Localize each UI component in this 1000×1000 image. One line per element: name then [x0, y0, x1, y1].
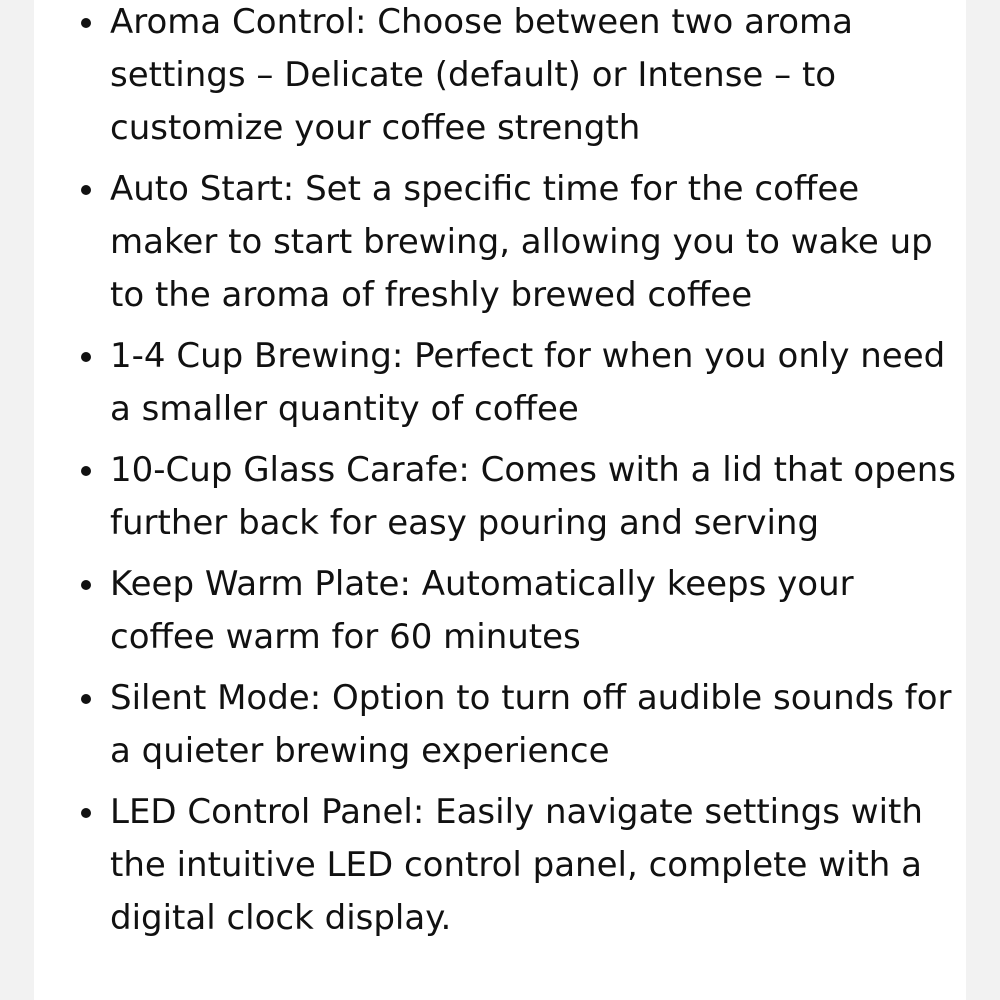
bullet-icon — [81, 694, 91, 704]
feature-text: LED Control Panel: Easily navigate settings with the intuitive LED control panel, complete with a digital clock display. — [110, 792, 923, 938]
feature-item-glass-carafe — [34, 444, 966, 550]
feature-text: 1-4 Cup Brewing: Perfect for when you only need a smaller quantity of coffee — [110, 336, 946, 429]
feature-item-cup-brewing — [34, 330, 966, 436]
feature-item-aroma-control — [34, 0, 966, 155]
feature-item-silent-mode — [34, 672, 966, 778]
feature-text: Auto Start: Set a specific time for the coffee maker to start brewing, allowing you to wake up to the aroma of freshly brewed coffee — [110, 169, 933, 315]
feature-text: Aroma Control: Choose between two aroma settings – Delicate (default) or Intense – to customize your coffee strength — [110, 2, 853, 148]
feature-item-keep-warm — [34, 558, 966, 664]
feature-text: Keep Warm Plate: Automatically keeps your coffee warm for 60 minutes — [110, 564, 854, 657]
bullet-icon — [81, 808, 91, 818]
feature-item-led-panel — [34, 786, 966, 945]
feature-item-auto-start — [34, 163, 966, 322]
bullet-icon — [81, 352, 91, 362]
bullet-icon — [81, 466, 91, 476]
feature-bullet-list — [34, 0, 966, 953]
feature-text: Silent Mode: Option to turn off audible sounds for a quieter brewing experience — [110, 678, 952, 771]
product-description-panel — [34, 0, 966, 1000]
bullet-icon — [81, 18, 91, 28]
feature-text: 10-Cup Glass Carafe: Comes with a lid that opens further back for easy pouring and serving — [110, 450, 956, 543]
bullet-icon — [81, 580, 91, 590]
bullet-icon — [81, 185, 91, 195]
